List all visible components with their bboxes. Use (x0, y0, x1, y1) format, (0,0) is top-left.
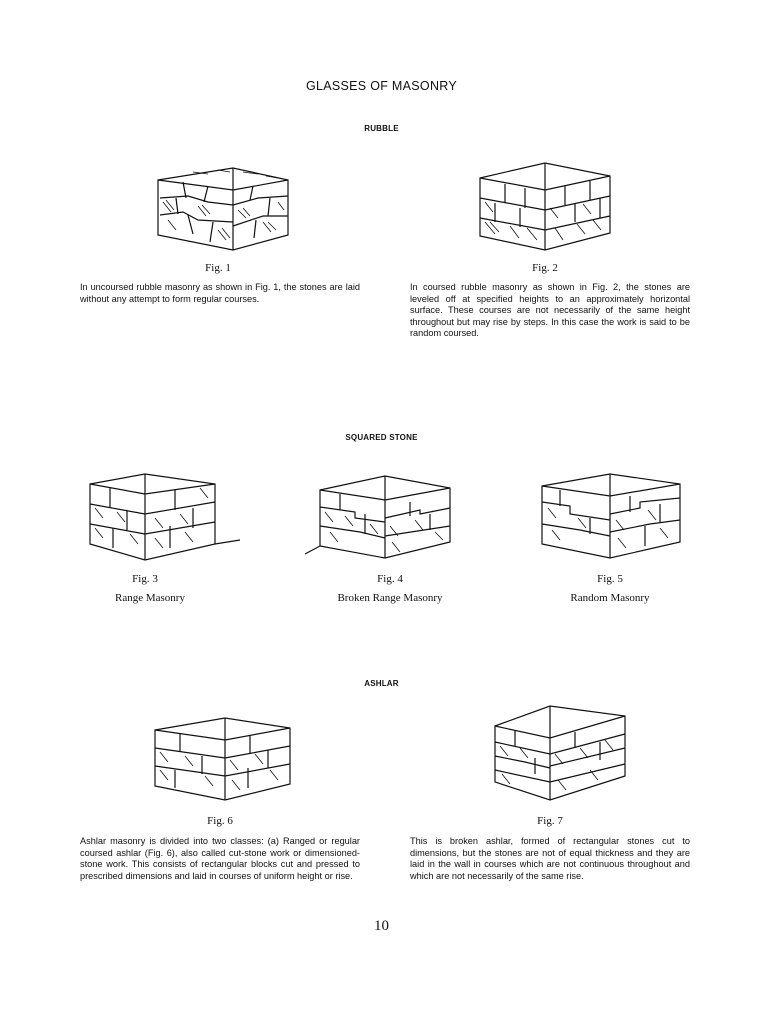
masonry-illustration (300, 462, 465, 567)
figure-1-uncoursed-rubble (138, 150, 298, 255)
masonry-illustration (465, 148, 625, 253)
figure-6-ranged-ashlar (140, 702, 300, 807)
masonry-illustration (75, 462, 245, 567)
figure-label: Fig. 7 (537, 815, 563, 827)
figure-label: Fig. 2 (532, 262, 558, 274)
figure-label: Fig. 4 (377, 573, 403, 585)
masonry-illustration (530, 462, 695, 567)
figure-name: Range Masonry (115, 592, 185, 604)
figure-2-coursed-rubble (465, 148, 625, 253)
figure-5-random-masonry (530, 462, 695, 567)
figure-name: Broken Range Masonry (337, 592, 443, 604)
figure-label: Fig. 1 (205, 262, 231, 274)
figure-caption: In uncoursed rubble masonry as shown in Fig. 1, the stones are laid without any attempt to form regular courses. (80, 282, 360, 304)
figure-3-range-masonry (75, 462, 245, 567)
figure-4-broken-range-masonry (300, 462, 465, 567)
masonry-illustration (480, 696, 640, 806)
section-heading-squared-stone: SQUARED STONE (345, 433, 418, 442)
section-heading-rubble: RUBBLE (364, 124, 399, 133)
figure-label: Fig. 3 (132, 573, 158, 585)
figure-label: Fig. 6 (207, 815, 233, 827)
masonry-illustration (140, 702, 300, 807)
figure-label: Fig. 5 (597, 573, 623, 585)
figure-caption: This is broken ashlar, formed of rectangular stones cut to dimensions, but the stones are not of equal thickness and they are laid in the wall in courses which are not continuous throughout and which are not necessarily of the same rise. (410, 836, 690, 881)
figure-7-broken-ashlar (480, 696, 640, 806)
masonry-illustration (138, 150, 298, 255)
page-number: 10 (374, 918, 389, 934)
figure-caption: Ashlar masonry is divided into two classes: (a) Ranged or regular coursed ashlar (Fig. 6), also called cut-stone work or dimensioned-stone work. This consists of rectangular blocks cut and pressed to prescribed dimensions and laid in courses of uniform height or rise. (80, 836, 360, 881)
figure-caption: In coursed rubble masonry as shown in Fig. 2, the stones are leveled off at specified heights to an approximately horizontal surface. These courses are not necessarily of the same height throughout but may rise by steps. In this case the work is said to be random coursed. (410, 282, 690, 339)
section-heading-ashlar: ASHLAR (364, 679, 399, 688)
figure-name: Random Masonry (570, 592, 650, 604)
page-title: GLASSES OF MASONRY (305, 79, 458, 93)
